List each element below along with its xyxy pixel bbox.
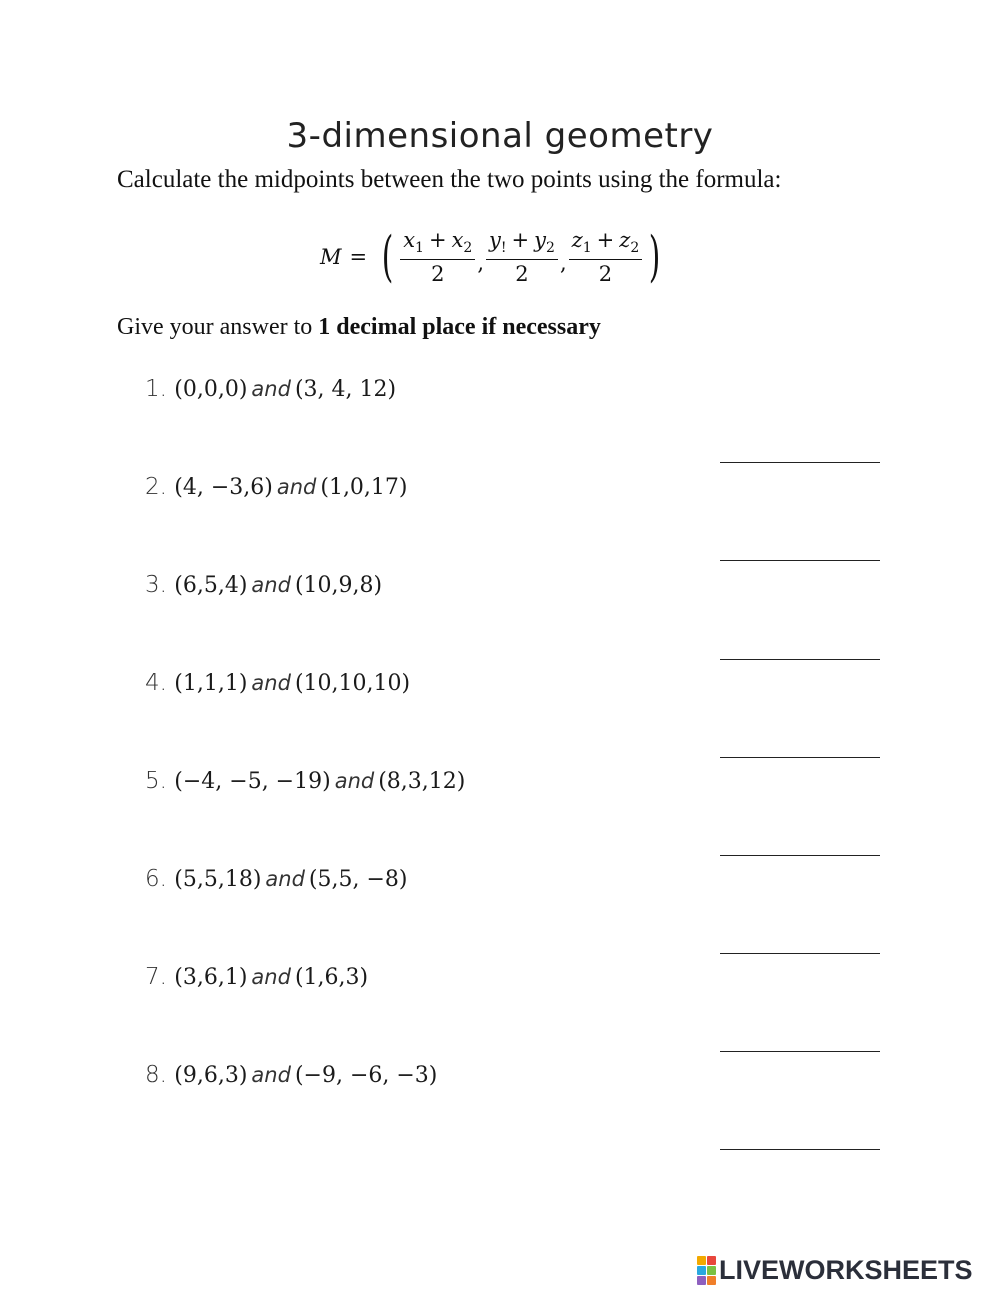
answer-line-1[interactable] [720, 462, 880, 463]
formula-fraction-x: $\frac{x_1 + x_2}{2}$ [400, 228, 475, 286]
page-title: 3-dimensional geometry [286, 116, 714, 156]
question-5: 5. (−4, −5, −19) and (8,3,12) [145, 768, 466, 794]
question-2: 2. (4, −3,6) and (1,0,17) [145, 474, 408, 500]
instruction-text: Calculate the midpoints between the two points using the formula: [117, 166, 782, 193]
liveworksheets-logo [697, 1255, 973, 1285]
liveworksheets-wordmark: LIVEWORKSHEETS [719, 1254, 973, 1285]
formula-close-paren: ) [648, 225, 661, 288]
answer-line-3[interactable] [720, 659, 880, 660]
formula-equals: = [349, 245, 368, 269]
question-1: 1. (0,0,0) and (3, 4, 12) [145, 376, 397, 402]
formula-fraction-y: $\frac{y_! + y_2}{2}$ [486, 228, 558, 286]
answer-line-8[interactable] [720, 1149, 880, 1150]
answer-line-5[interactable] [720, 855, 880, 856]
question-6: 6. (5,5,18) and (5,5, −8) [145, 866, 408, 892]
question-8: 8. (9,6,3) and (−9, −6, −3) [145, 1062, 438, 1088]
liveworksheets-logo-icon [697, 1256, 716, 1285]
question-3: 3. (6,5,4) and (10,9,8) [145, 572, 383, 598]
question-4: 4. (1,1,1) and (10,10,10) [145, 670, 411, 696]
midpoint-formula [320, 222, 665, 292]
answer-line-2[interactable] [720, 560, 880, 561]
answer-line-4[interactable] [720, 757, 880, 758]
decimal-note: Give your answer to 1 decimal place if necessary [117, 314, 601, 340]
answer-line-7[interactable] [720, 1051, 880, 1052]
formula-comma: , [477, 251, 485, 275]
formula-lhs: M [320, 245, 342, 269]
formula-fraction-z: $\frac{z_1 + z_2}{2}$ [569, 228, 643, 286]
formula-open-paren: ( [381, 225, 394, 288]
question-7: 7. (3,6,1) and (1,6,3) [145, 964, 369, 990]
formula-comma: , [559, 251, 567, 275]
decimal-note-bold: 1 decimal place if necessary [318, 314, 601, 340]
answer-line-6[interactable] [720, 953, 880, 954]
